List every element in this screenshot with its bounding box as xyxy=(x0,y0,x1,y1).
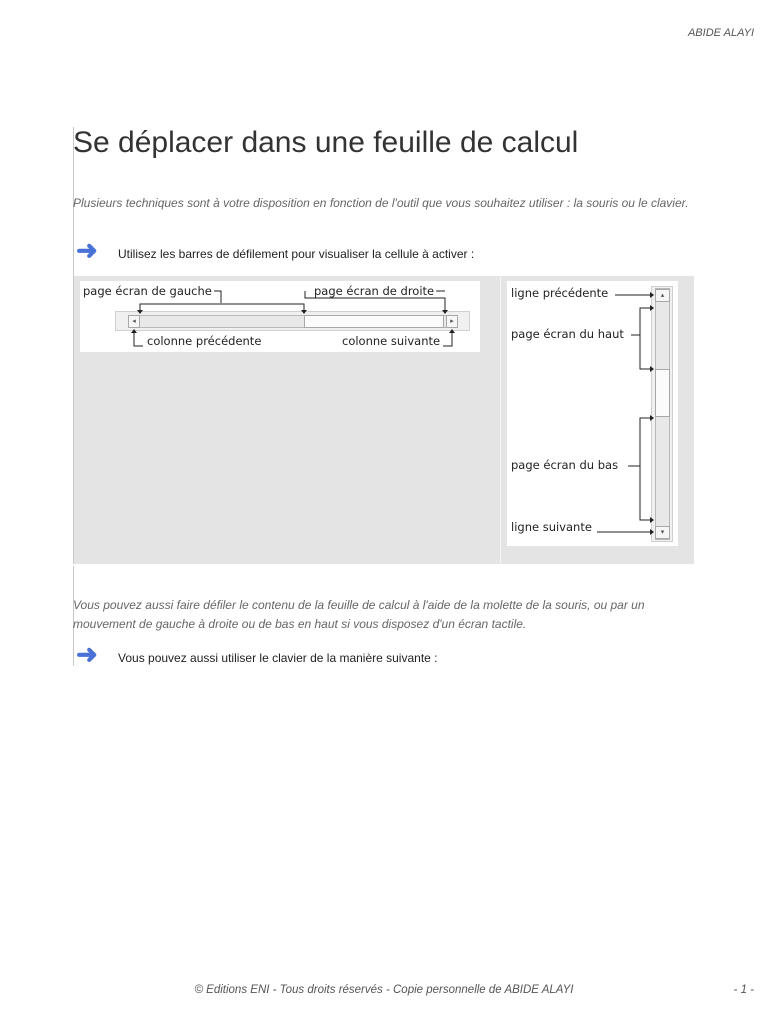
right-arrow-icon: ➜ xyxy=(76,639,98,669)
footer-copyright: © Editions ENI - Tous droits réservés - Copie personnelle de ABIDE ALAYI xyxy=(194,984,574,996)
label-line-prev: ligne précédente xyxy=(511,286,609,300)
mouse-paragraph: Vous pouvez aussi faire défiler le contenu de la feuille de calcul à l'aide de la molette de la souris, ou par un mouvement de gauche à droite ou de bas en haut si vous disposez d'un écran tactile. xyxy=(73,598,645,631)
label-col-next: colonne suivante xyxy=(342,334,441,348)
scroll-left-icon: ◂ xyxy=(128,315,140,328)
vertical-scrollbar-thumb xyxy=(655,369,670,417)
scroll-down-icon: ▾ xyxy=(655,526,670,539)
intro-paragraph: Plusieurs techniques sont à votre disposition en fonction de l'outil que vous souhaitez utiliser : la souris ou le clavier. xyxy=(73,196,689,210)
step-instruction: Vous pouvez aussi utiliser le clavier de la manière suivante : xyxy=(118,651,438,665)
label-page-left: page écran de gauche xyxy=(83,284,212,298)
page-title: Se déplacer dans une feuille de calcul xyxy=(73,126,579,159)
scroll-right-icon: ▸ xyxy=(446,315,458,328)
horizontal-scrollbar-thumb xyxy=(304,315,444,328)
figure-divider xyxy=(500,276,501,564)
label-page-down: page écran du bas xyxy=(511,458,619,472)
label-page-right: page écran de droite xyxy=(314,284,435,298)
step-instruction: Utilisez les barres de défilement pour visualiser la cellule à activer : xyxy=(118,247,475,261)
label-line-next: ligne suivante xyxy=(511,520,592,534)
right-arrow-icon: ➜ xyxy=(76,235,98,265)
label-col-prev: colonne précédente xyxy=(147,334,262,348)
scroll-up-icon: ▴ xyxy=(655,289,670,302)
page-number: - 1 - xyxy=(733,984,754,996)
document-owner: ABIDE ALAYI xyxy=(687,27,754,39)
label-page-up: page écran du haut xyxy=(511,327,624,341)
